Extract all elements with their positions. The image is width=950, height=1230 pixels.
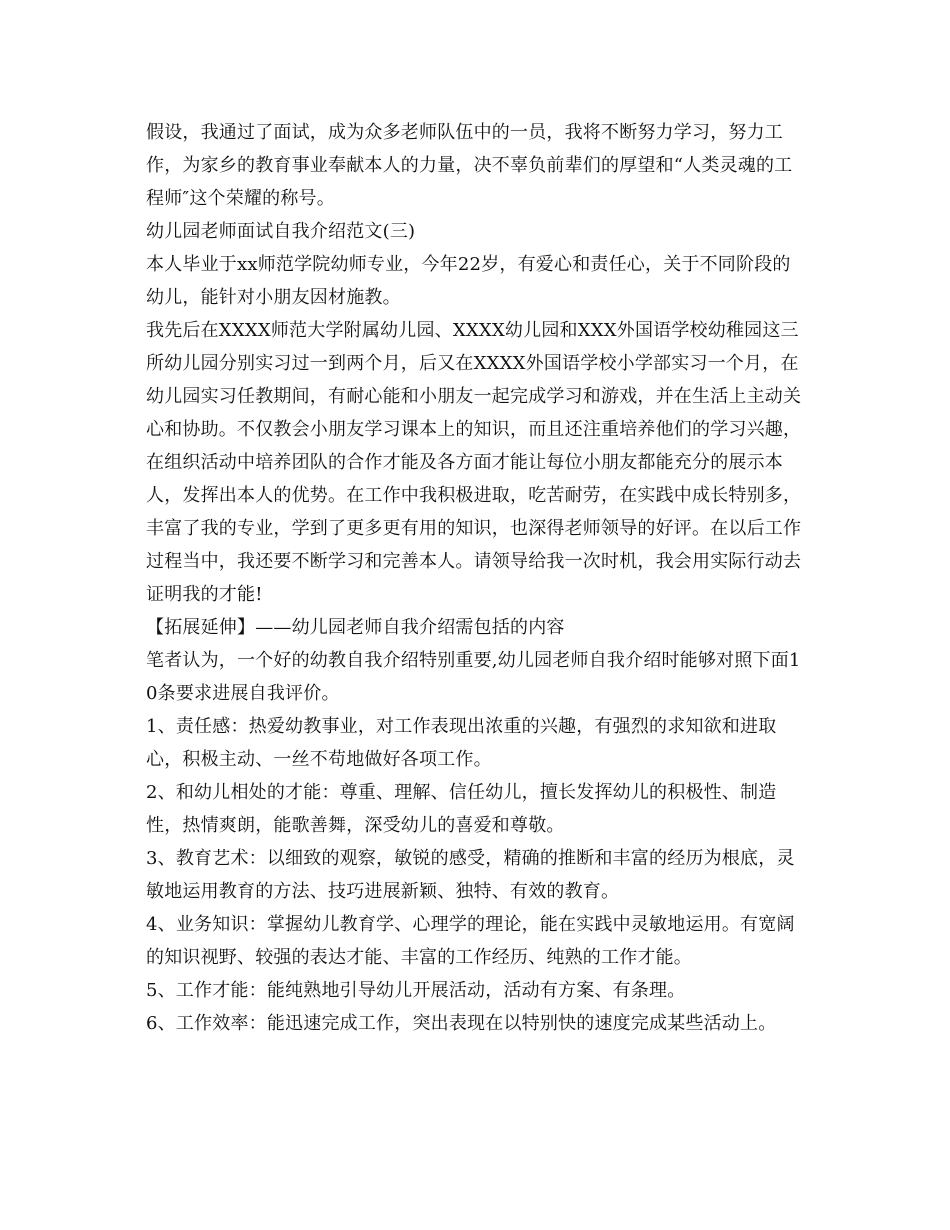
list-item-responsibility: 1、责任感：热爱幼教事业，对工作表现出浓重的兴趣，有强烈的求知欲和进取心，积极主动、一丝不苟地做好各项工作。	[146, 716, 777, 770]
list-item-work-efficiency: 6、工作效率：能迅速完成工作，突出表现在以特别快的速度完成某些活动上。	[146, 1013, 777, 1034]
list-item-child-interaction: 2、和幼儿相处的才能：尊重、理解、信任幼儿，擅长发挥幼儿的积极性、制造性，热情爽朗，能歌善舞，深受幼儿的喜爱和尊敬。	[146, 782, 777, 836]
section-title-extension: 【拓展延伸】——幼儿园老师自我介绍需包括的内容	[146, 617, 565, 638]
paragraph-internship-experience: 我先后在XXXX师范大学附属幼儿园、XXXX幼儿园和XXX外国语学校幼稚园这三所幼儿园分别实习过一到两个月，后又在XXXX外国语学校小学部实习一个月，在幼儿园实习任教期间，有耐心能和小朋友一起完成学习和游戏，并在生活上主动关心和协助。不仅教会小朋友学习课本上的知识，而且还注重培养他们的学习兴趣，在组织活动中培养团队的合作才能及各方面才能让每位小朋友都能充分的展示本人，发挥出本人的优势。在工作中我积极进取，吃苦耐劳，在实践中成长特别多，丰富了我的专业，学到了更多更有用的知识，也深得老师领导的好评。在以后工作过程当中，我还要不断学习和完善本人。请领导给我一次时机，我会用实际行动去证明我的才能!	[146, 320, 802, 605]
list-item-professional-knowledge: 4、业务知识：掌握幼儿教育学、心理学的理论，能在实践中灵敏地运用。有宽阔的知识视野、较强的表达才能、丰富的工作经历、纯熟的工作才能。	[146, 914, 795, 968]
section-title-sample-three: 幼儿园老师面试自我介绍范文(三)	[146, 221, 416, 242]
paragraph-background: 本人毕业于xx师范学院幼师专业，今年22岁，有爱心和责任心，关于不同阶段的幼儿，能针对小朋友因材施教。	[146, 254, 791, 308]
paragraph-author-view: 笔者认为，一个好的幼教自我介绍特别重要,幼儿园老师自我介绍时能够对照下面10条要求进展自我评价。	[146, 650, 801, 704]
paragraph-closing-statement: 假设，我通过了面试，成为众多老师队伍中的一员，我将不断努力学习，努力工作，为家乡的教育事业奉献本人的力量，决不辜负前辈们的厚望和“人类灵魂的工程师″这个荣耀的称号。	[146, 122, 793, 209]
list-item-teaching-art: 3、教育艺术：以细致的观察，敏锐的感受，精确的推断和丰富的经历为根底，灵敏地运用教育的方法、技巧进展新颖、独特、有效的教育。	[146, 848, 795, 902]
list-item-work-ability: 5、工作才能：能纯熟地引导幼儿开展活动，活动有方案、有条理。	[146, 980, 686, 1001]
document-body	[146, 116, 806, 1040]
